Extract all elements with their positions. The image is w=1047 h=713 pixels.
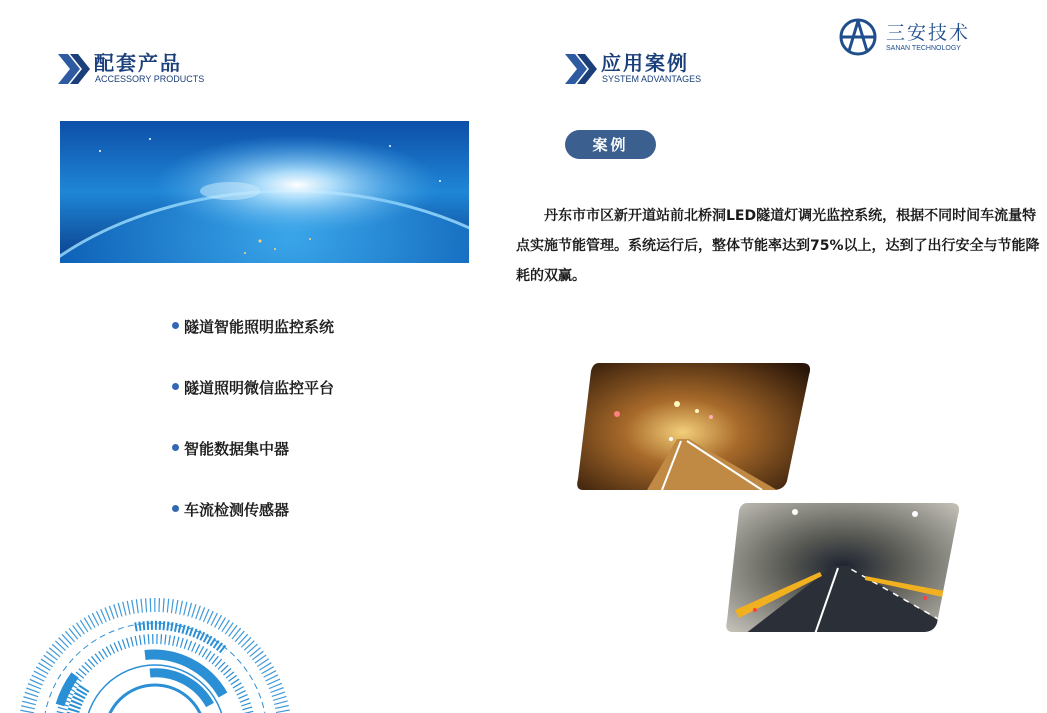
accessory-products-heading [58,52,204,86]
product-label: 隧道照明微信监控平台 [184,379,335,397]
tunnel-photo-warm [577,359,812,492]
product-label: 车流检测传感器 [184,501,290,519]
bullet-dot-icon [172,383,179,390]
bullet-dot-icon [172,444,179,451]
product-label: 隧道智能照明监控系统 [184,318,335,336]
list-item [172,316,334,377]
double-chevron-icon [58,52,90,86]
list-item [172,438,334,499]
list-item [172,499,334,560]
accessory-products-title: 配套产品 [94,51,182,75]
accessory-products-subtitle: ACCESSORY PRODUCTS [95,74,205,84]
brand-name-en: SANAN TECHNOLOGY [886,44,961,52]
bullet-dot-icon [172,505,179,512]
earth-banner-image [60,121,469,263]
application-cases-heading [565,52,701,86]
bullet-dot-icon [172,322,179,329]
case-label-pill: 案例 [565,130,656,159]
product-label: 智能数据集中器 [184,440,290,458]
application-cases-title: 应用案例 [601,51,689,75]
accessory-product-list [172,316,334,560]
brand-logo [838,17,970,57]
tunnel-photo-cool [725,500,961,634]
sanan-logo-icon [838,17,880,57]
double-chevron-icon [565,52,597,86]
case-description: 丹东市市区新开道站前北桥洞LED隧道灯调光监控系统，根据不同时间车流量特点实施节能管理。系统运行后，整体节能率达到75%以上，达到了出行安全与节能降耗的双赢。 [516,208,1040,284]
brand-name-cn: 三安技术 [886,21,971,44]
decorative-arcs-graphic [0,555,310,713]
list-item [172,377,334,438]
application-cases-subtitle: SYSTEM ADVANTAGES [602,74,702,84]
